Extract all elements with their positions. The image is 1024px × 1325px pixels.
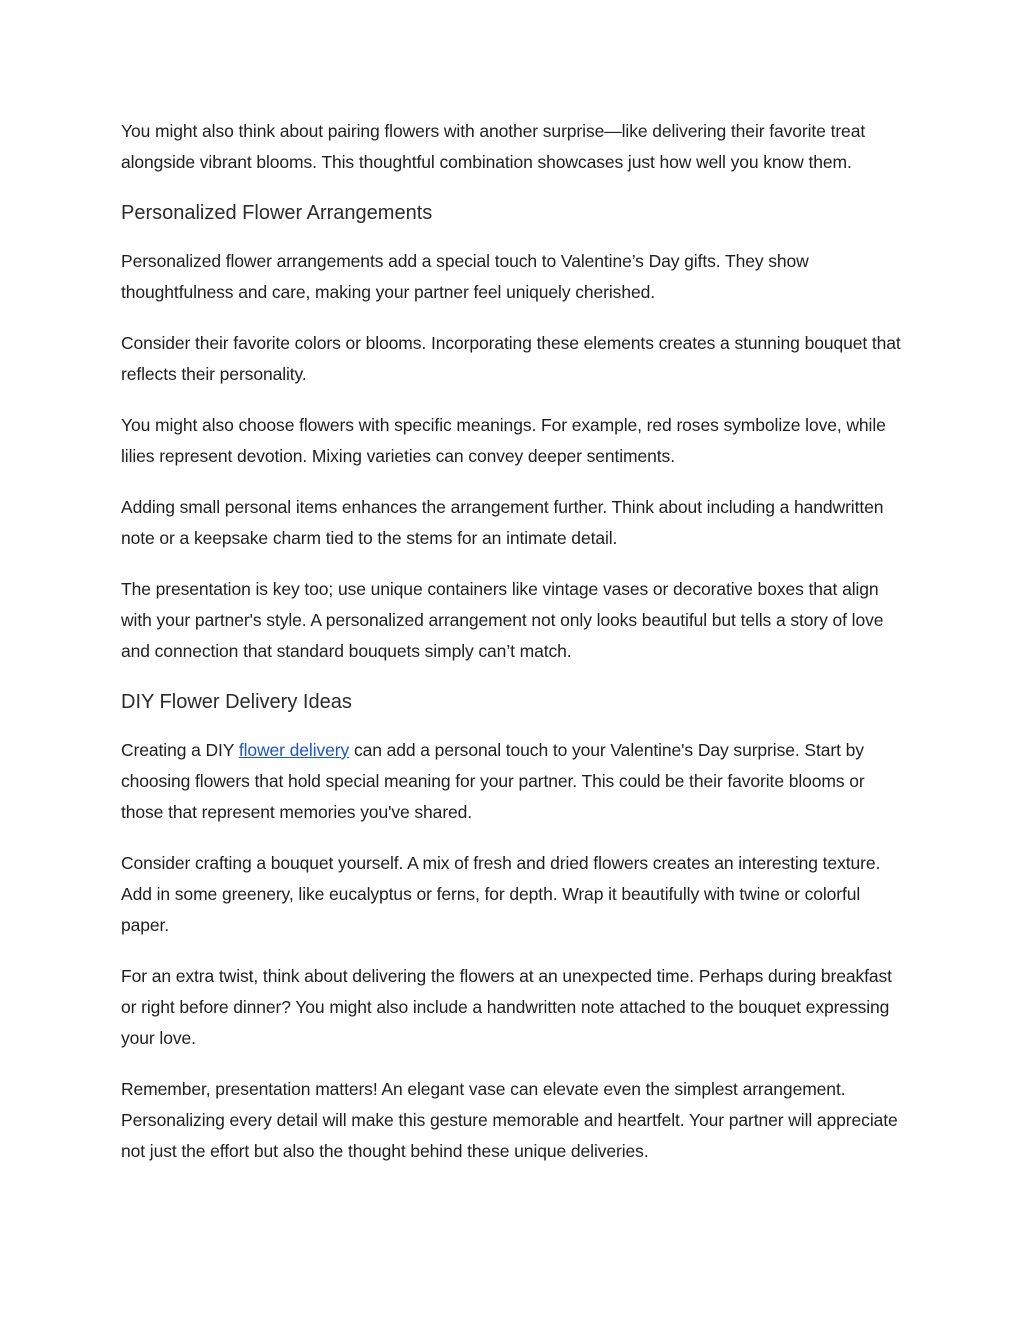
personalized-paragraph-3: You might also choose flowers with specific meanings. For example, red roses symbolize love, while lilies represent devotion. Mixing varieties can convey deeper sentiments. [121,415,886,466]
diy-paragraph-4: Remember, presentation matters! An elegant vase can elevate even the simplest arrangement. Personalizing every detail will make this gesture memorable and heartfelt. Your partner will appreciate not just the effort but also the thought behind these unique deliveries. [121,1079,898,1161]
diy-paragraph-1-text-after: can add a personal touch to your Valentine's Day surprise. Start by choosing flowers that hold special meaning for your partner. This could be their favorite blooms or those that represent memories you've shared. [121,740,865,822]
diy-paragraph-2: Consider crafting a bouquet yourself. A mix of fresh and dried flowers creates an interesting texture. Add in some greenery, like eucalyptus or ferns, for depth. Wrap it beautifully with twine or colorful paper. [121,853,881,935]
personalized-paragraph-1: Personalized flower arrangements add a special touch to Valentine’s Day gifts. They show thoughtfulness and care, making your partner feel uniquely cherished. [121,251,809,302]
diy-paragraph-1 [121,735,911,828]
diy-paragraph-3: For an extra twist, think about delivering the flowers at an unexpected time. Perhaps during breakfast or right before dinner? You might also include a handwritten note attached to the bouquet expressing your love. [121,966,892,1048]
intro-paragraph: You might also think about pairing flowers with another surprise—like delivering their favorite treat alongside vibrant blooms. This thoughtful combination showcases just how well you know them. [121,121,866,172]
document-page [121,116,911,1187]
personalized-paragraph-2: Consider their favorite colors or blooms. Incorporating these elements creates a stunning bouquet that reflects their personality. [121,333,901,384]
personalized-paragraph-4: Adding small personal items enhances the arrangement further. Think about including a handwritten note or a keepsake charm tied to the stems for an intimate detail. [121,497,884,548]
heading-personalized-flower-arrangements: Personalized Flower Arrangements [121,202,433,224]
heading-diy-flower-delivery-ideas: DIY Flower Delivery Ideas [121,691,352,713]
diy-paragraph-1-text-before: Creating a DIY [121,740,239,760]
flower-delivery-link[interactable]: flower delivery [238,740,350,760]
personalized-paragraph-5: The presentation is key too; use unique containers like vintage vases or decorative boxes that align with your partner's style. A personalized arrangement not only looks beautiful but tells a story of love and connection that standard bouquets simply can’t match. [121,579,884,661]
